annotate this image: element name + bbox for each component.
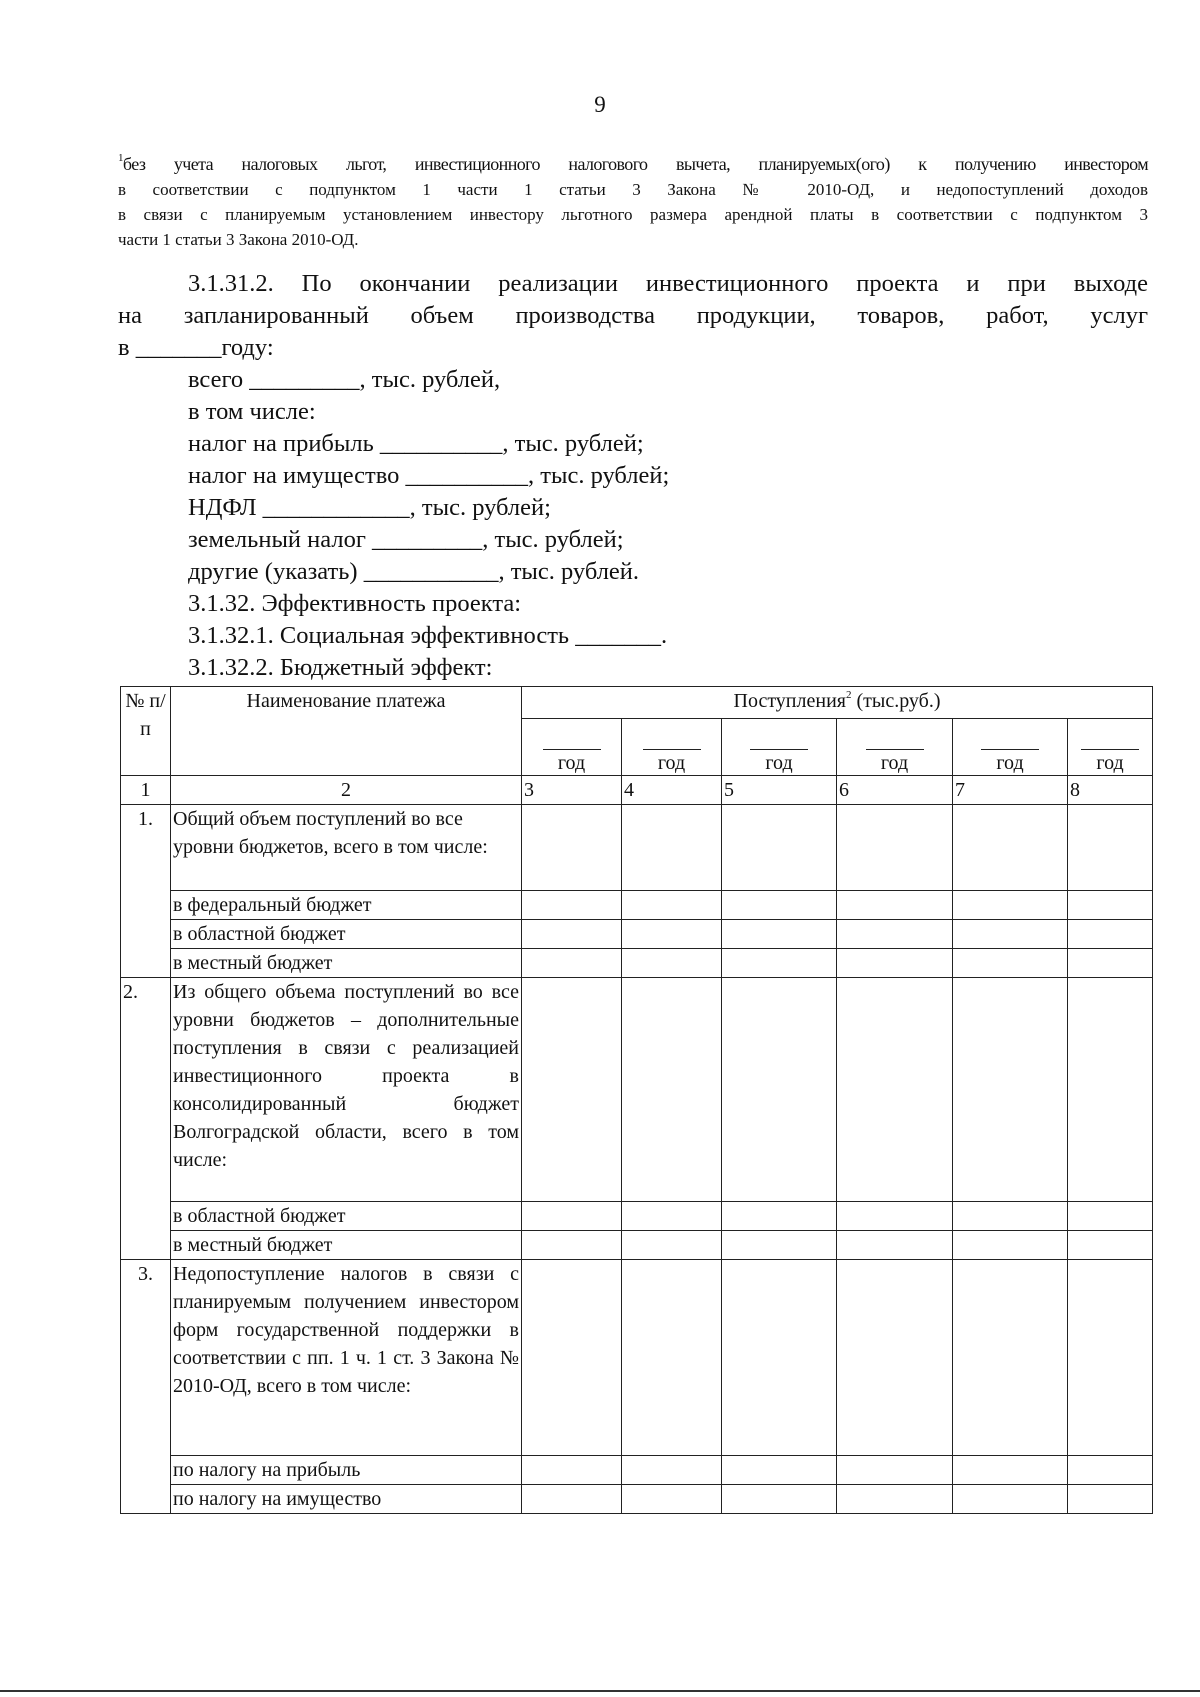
other-taxes-line: другие (указать) ___________, тыс. рублей. [188,558,640,585]
year-blank-2 [643,735,701,750]
value-cell [837,1231,953,1260]
value-cell [837,1456,953,1485]
section-3132-heading: 3.1.32. Эффективность проекта: [188,590,522,617]
table-row [121,1231,1153,1260]
footnote-marker: 1 [118,152,123,164]
value-cell [522,1202,622,1231]
header-number: № п/п [121,687,171,776]
value-cell [837,1485,953,1514]
row-name: Недопоступление налогов в связи с планируемым получением инвестором форм государственной поддержки в соответствии с пп. 1 ч. 1 ст. 3 Закона № 2010-ОД, всего в том числе: [171,1260,522,1456]
land-tax-line: земельный налог _________, тыс. рублей; [188,526,624,553]
value-cell [522,949,622,978]
value-cell [522,1456,622,1485]
footnote-text-1: без учета налоговых льгот, инвестиционного налогового вычета, планируемых(ого) к получению инвестором [122,154,1148,174]
table-row [121,1485,1153,1514]
paragraph-31312-line-3: в _______году: [118,334,274,361]
value-cell [622,949,722,978]
value-cell [837,920,953,949]
value-cell [622,1456,722,1485]
row-name: по налогу на прибыль [171,1456,522,1485]
value-cell [837,1202,953,1231]
value-cell [1068,949,1153,978]
value-cell [1068,891,1153,920]
index-cell: 3 [522,776,622,805]
value-cell [953,891,1068,920]
ndfl-line: НДФЛ ____________, тыс. рублей; [188,494,551,521]
row-name: в местный бюджет [171,1231,522,1260]
table-row [121,1456,1153,1485]
row-name: в областной бюджет [171,920,522,949]
footnote [118,152,1148,252]
year-blank-3 [750,735,808,750]
table-row [121,1202,1153,1231]
value-cell [522,805,622,891]
table-row [121,920,1153,949]
year-blank-5 [981,735,1039,750]
page-bottom-rule [0,1690,1200,1692]
value-cell [622,891,722,920]
value-cell [522,1231,622,1260]
value-cell [1068,1260,1153,1456]
value-cell [622,805,722,891]
index-cell: 1 [121,776,171,805]
year-label-3: год [765,752,793,774]
year-label-2: год [657,752,686,774]
index-cell: 2 [171,776,522,805]
paragraph-31312-line-2: на запланированный объем производства продукции, товаров, работ, услуг [118,302,1148,329]
value-cell [722,1485,837,1514]
value-cell [1068,1231,1153,1260]
budget-effect-table [120,686,1153,1514]
value-cell [953,1456,1068,1485]
value-cell [522,920,622,949]
value-cell [1068,978,1153,1202]
value-cell [722,949,837,978]
year-blank-1 [543,735,601,750]
document-body [118,268,1148,684]
row-name: в областной бюджет [171,1202,522,1231]
year-label-5: год [996,752,1024,774]
row-name: по налогу на имущество [171,1485,522,1514]
row-name: в федеральный бюджет [171,891,522,920]
section-31322-heading: 3.1.32.2. Бюджетный эффект: [188,654,493,681]
value-cell [722,978,837,1202]
receipts-label: Поступления [733,690,846,712]
value-cell [953,920,1068,949]
value-cell [522,891,622,920]
table-row [121,949,1153,978]
profit-tax-line: налог на прибыль __________, тыс. рублей; [188,430,644,457]
value-cell [1068,920,1153,949]
value-cell [722,1260,837,1456]
value-cell [1068,1202,1153,1231]
value-cell [622,1485,722,1514]
value-cell [837,805,953,891]
row-name: в местный бюджет [171,949,522,978]
page-number: 9 [594,92,606,117]
year-label-1: год [557,752,586,774]
receipts-unit: (тыс.руб.) [856,690,941,712]
value-cell [722,891,837,920]
value-cell [953,1231,1068,1260]
value-cell [953,1202,1068,1231]
value-cell [722,1456,837,1485]
including-line: в том числе: [188,398,316,425]
receipts-footnote-marker: 2 [845,689,852,701]
section-31321-heading: 3.1.32.1. Социальная эффективность _______. [188,622,668,649]
year-label-6: год [1096,752,1124,774]
value-cell [953,978,1068,1202]
year-cell-3 [722,719,837,776]
value-cell [622,1260,722,1456]
index-cell: 4 [622,776,722,805]
year-blank-4 [866,735,924,750]
row-number: 1. [121,805,171,978]
value-cell [953,949,1068,978]
value-cell [722,920,837,949]
value-cell [722,1231,837,1260]
footnote-line-1 [118,152,1148,177]
value-cell [837,978,953,1202]
year-cell-2 [622,719,722,776]
index-cell: 5 [722,776,837,805]
year-label-4: год [880,752,909,774]
value-cell [837,891,953,920]
value-cell [1068,805,1153,891]
footnote-line-2: в соответствии с подпунктом 1 части 1 статьи 3 Закона № 2010-ОД, и недопоступлений доходов [118,180,1148,199]
row-name: Общий объем поступлений во все уровни бюджетов, всего в том числе: [171,805,522,891]
year-cell-5 [953,719,1068,776]
total-line: всего _________, тыс. рублей, [188,366,501,393]
value-cell [722,1202,837,1231]
value-cell [953,1485,1068,1514]
property-tax-line: налог на имущество __________, тыс. рублей; [188,462,670,489]
table-row [121,1260,1153,1456]
index-cell: 8 [1068,776,1153,805]
value-cell [522,978,622,1202]
footnote-line-4: части 1 статьи 3 Закона 2010-ОД. [118,230,359,249]
value-cell [622,1231,722,1260]
value-cell [953,805,1068,891]
table-row [121,891,1153,920]
header-payment-name: Наименование платежа [171,687,522,776]
index-cell: 6 [837,776,953,805]
value-cell [953,1260,1068,1456]
paragraph-31312-line-1: 3.1.31.2. По окончании реализации инвестиционного проекта и при выходе [188,270,1148,297]
value-cell [837,1260,953,1456]
value-cell [1068,1485,1153,1514]
table-row [121,978,1153,1202]
value-cell [722,805,837,891]
value-cell [837,949,953,978]
row-name: Из общего объема поступлений во все уровни бюджетов – дополнительные поступления в связи с реализацией инвестиционного проекта в консолидированный бюджет Волгоградской области, всего в том числе: [171,978,522,1202]
value-cell [622,1202,722,1231]
year-cell-1 [522,719,622,776]
value-cell [522,1485,622,1514]
value-cell [622,978,722,1202]
row-number: 3. [121,1260,171,1514]
index-cell: 7 [953,776,1068,805]
year-cell-4 [837,719,953,776]
year-cell-6 [1068,719,1153,776]
header-receipts [522,687,1153,719]
year-blank-6 [1081,735,1139,750]
table-row [121,805,1153,891]
footnote-line-3: в связи с планируемым установлением инвестору льготного размера арендной платы в соответствии с подпунктом 3 [118,205,1148,224]
row-number: 2. [121,978,171,1260]
value-cell [522,1260,622,1456]
value-cell [1068,1456,1153,1485]
value-cell [622,920,722,949]
